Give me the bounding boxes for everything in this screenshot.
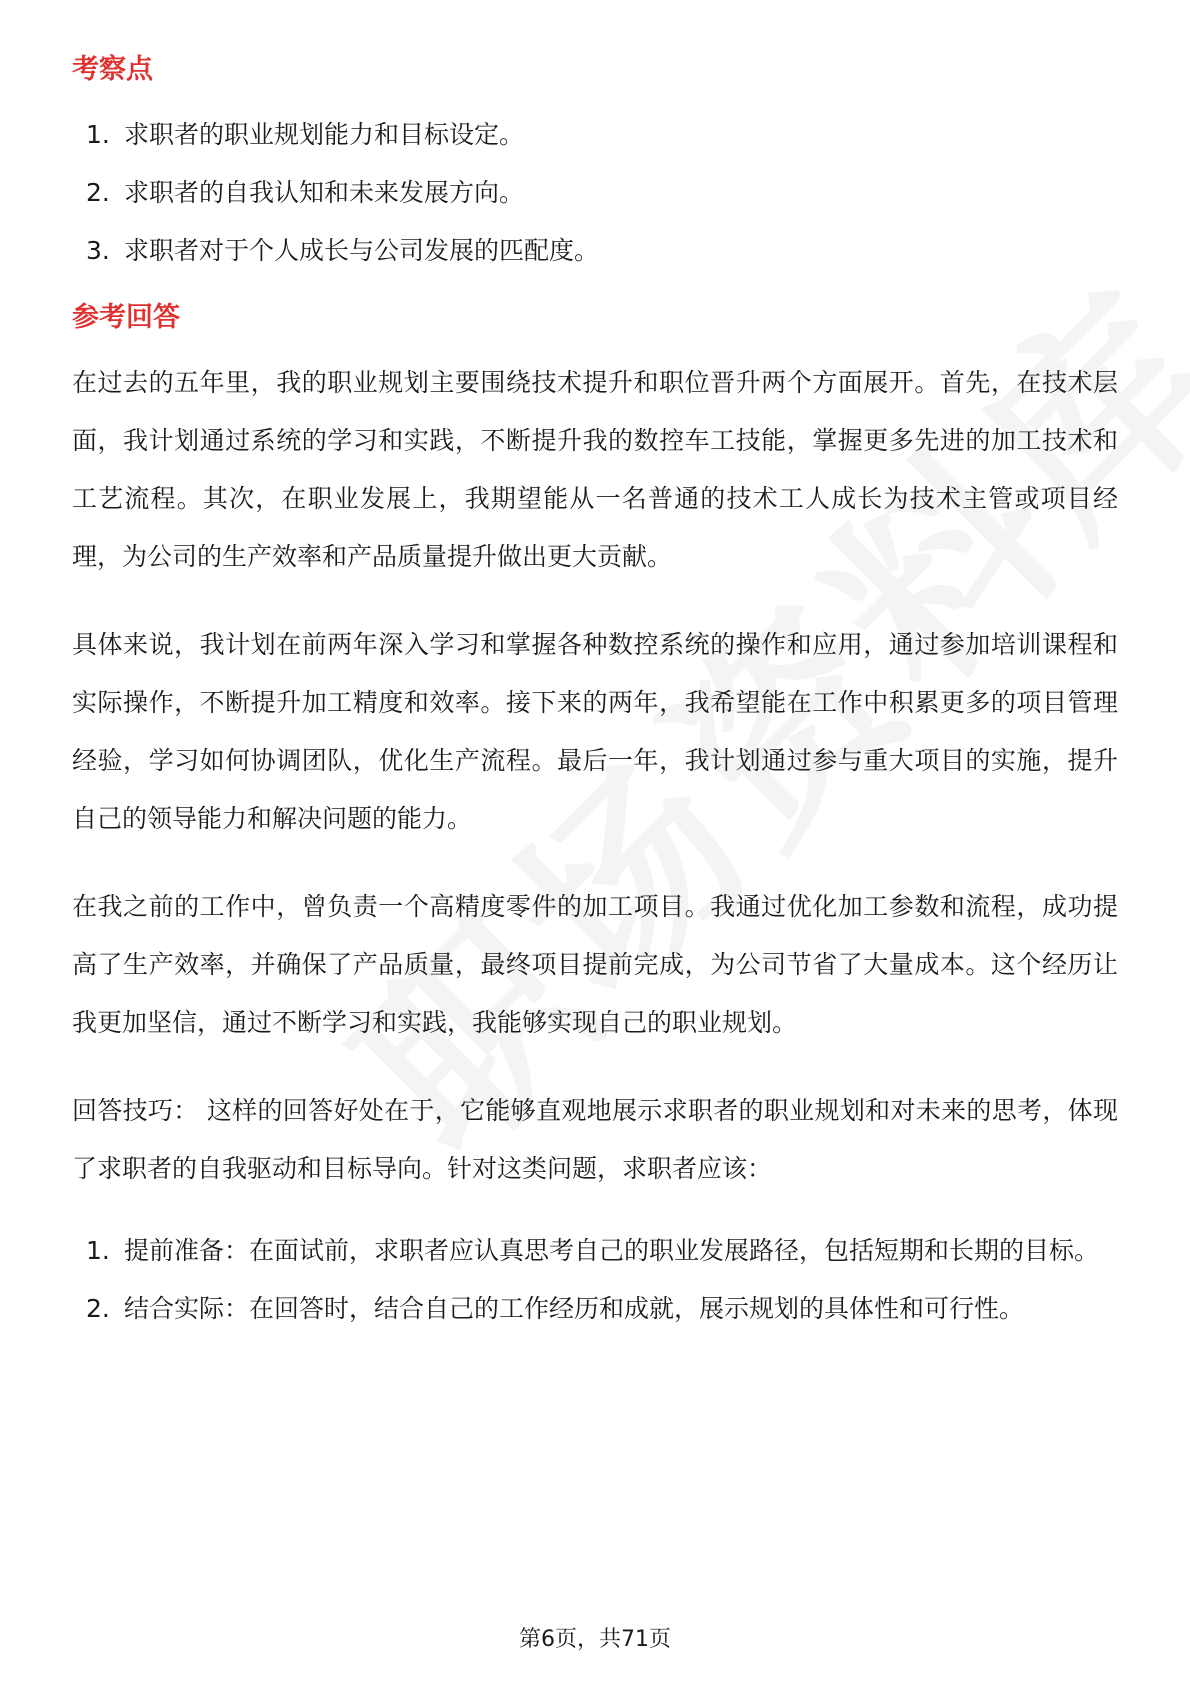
- list-text: 求职者的自我认知和未来发展方向。: [124, 178, 525, 207]
- list-text: 求职者的职业规划能力和目标设定。: [124, 120, 525, 149]
- list-number: 2.: [86, 178, 110, 207]
- list-text: 提前准备：在面试前，求职者应认真思考自己的职业发展路径，包括短期和长期的目标。: [124, 1236, 1100, 1265]
- list-item: [72, 1280, 1118, 1338]
- list-number: 2.: [86, 1294, 110, 1323]
- list-item: [72, 164, 1118, 222]
- answer-paragraph: 具体来说，我计划在前两年深入学习和掌握各种数控系统的操作和应用，通过参加培训课程和实际操作，不断提升加工精度和效率。接下来的两年，我希望能在工作中积累更多的项目管理经验，学习如何协调团队，优化生产流程。最后一年，我计划通过参与重大项目的实施，提升自己的领导能力和解决问题的能力。: [72, 630, 1118, 833]
- answer-paragraph: 在我之前的工作中，曾负责一个高精度零件的加工项目。我通过优化加工参数和流程，成功提高了生产效率，并确保了产品质量，最终项目提前完成，为公司节省了大量成本。这个经历让我更加坚信，通过不断学习和实践，我能够实现自己的职业规划。: [72, 892, 1118, 1037]
- reference-heading: 参考回答: [72, 302, 180, 333]
- list-item: [72, 106, 1118, 164]
- list-number: 1.: [86, 1236, 110, 1265]
- list-item: [72, 222, 1118, 280]
- examination-list: [72, 106, 1118, 280]
- list-text: 求职者对于个人成长与公司发展的匹配度。: [124, 236, 600, 265]
- list-number: 3.: [86, 236, 110, 265]
- answer-paragraph: 在过去的五年里，我的职业规划主要围绕技术提升和职位晋升两个方面展开。首先，在技术层面，我计划通过系统的学习和实践，不断提升我的数控车工技能，掌握更多先进的加工技术和工艺流程。其次，在职业发展上，我期望能从一名普通的技术工人成长为技术主管或项目经理，为公司的生产效率和产品质量提升做出更大贡献。: [72, 368, 1118, 571]
- list-number: 1.: [86, 120, 110, 149]
- answer-tip: 回答技巧： 这样的回答好处在于，它能够直观地展示求职者的职业规划和对未来的思考，体现了求职者的自我驱动和目标导向。针对这类问题，求职者应该：: [72, 1096, 1118, 1183]
- page-content: [72, 50, 1118, 1338]
- list-text: 结合实际：在回答时，结合自己的工作经历和成就，展示规划的具体性和可行性。: [124, 1294, 1025, 1323]
- list-item: [72, 1222, 1118, 1280]
- examination-heading: 考察点: [72, 54, 153, 85]
- tip-list: [72, 1222, 1118, 1338]
- page-number: 第6页，共71页: [519, 1627, 671, 1652]
